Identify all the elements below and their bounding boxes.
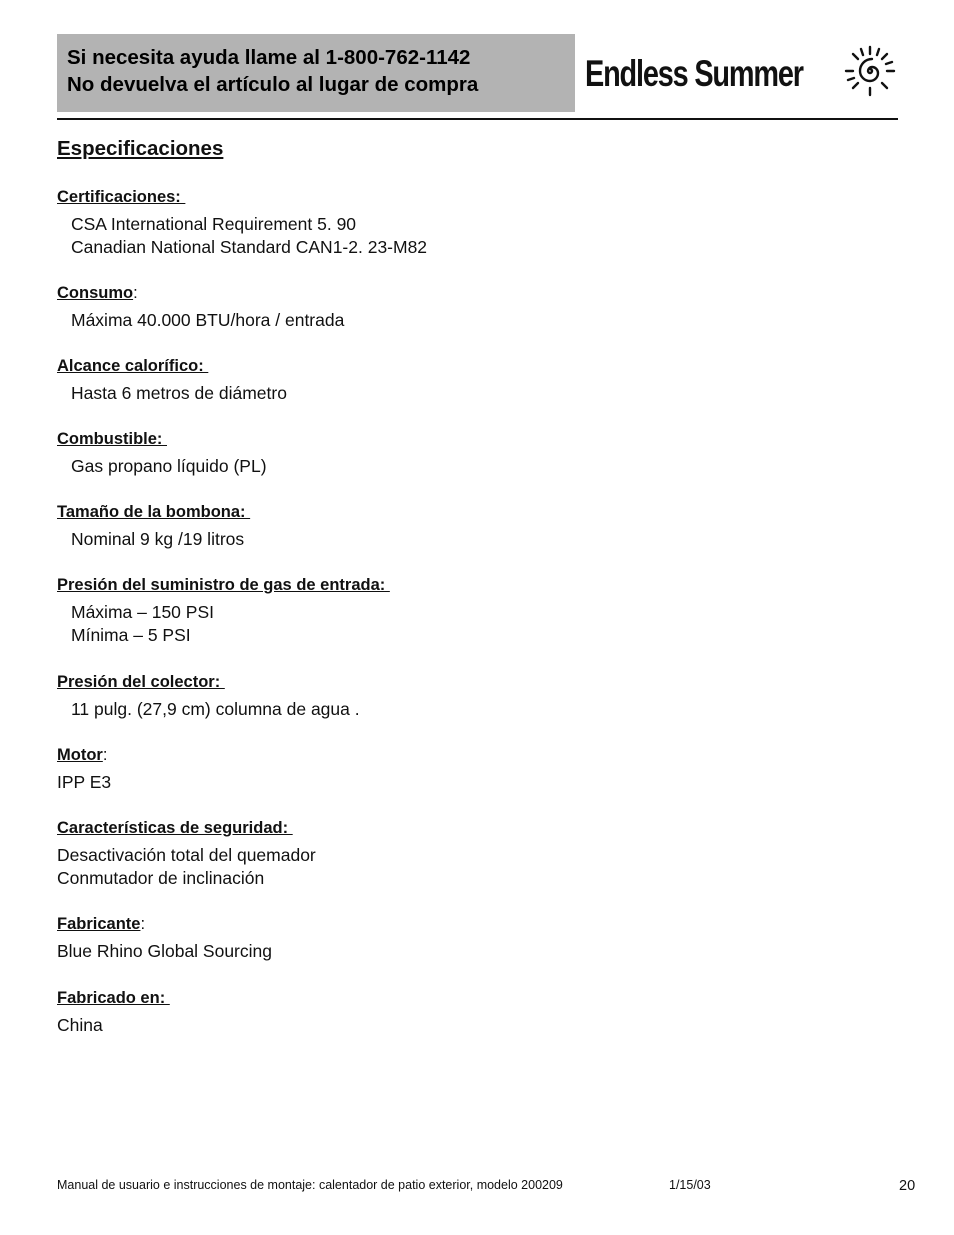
- spec-label: Alcance calorífico:: [57, 357, 209, 375]
- spec-bombona: [57, 502, 250, 551]
- spec-label-suffix: :: [140, 915, 146, 933]
- spec-value: Hasta 6 metros de diámetro: [71, 383, 287, 403]
- spec-value: Nominal 9 kg /19 litros: [71, 529, 245, 549]
- help-banner: [57, 34, 575, 112]
- spec-consumo: [57, 283, 344, 332]
- spec-value: CSA International Requirement 5. 90: [71, 214, 357, 234]
- spec-label: Presión del colector:: [57, 673, 225, 691]
- spec-presion-colector: [57, 672, 360, 721]
- spec-value: China: [57, 1015, 103, 1035]
- spec-label-suffix: :: [133, 284, 138, 302]
- page-number: 20: [899, 1178, 916, 1194]
- spec-label: Fabricante: [57, 915, 141, 933]
- brand-name: Endless Summer: [585, 53, 803, 94]
- spec-value: Mínima – 5 PSI: [71, 625, 191, 645]
- help-phone-line: Si necesita ayuda llame al 1-800-762-1142: [67, 46, 471, 69]
- spec-label: Certificaciones:: [57, 188, 186, 206]
- spec-fabricado-en: [57, 988, 170, 1037]
- spec-seguridad: [57, 818, 316, 890]
- spec-motor: [57, 745, 111, 794]
- page-title: Especificaciones: [57, 137, 224, 160]
- spec-value: Blue Rhino Global Sourcing: [57, 941, 272, 961]
- spec-label: Presión del suministro de gas de entrada:: [57, 576, 390, 594]
- spec-label: Tamaño de la bombona:: [57, 503, 251, 521]
- brand-logo: [585, 44, 864, 104]
- spec-value: 11 pulg. (27,9 cm) columna de agua .: [71, 699, 360, 719]
- spec-label-suffix: :: [102, 746, 108, 764]
- spec-fabricante: [57, 914, 272, 963]
- header-divider: [57, 118, 898, 120]
- spec-value: Canadian National Standard CAN1-2. 23-M82: [71, 237, 428, 257]
- spec-label: Consumo: [57, 284, 134, 302]
- footer-date: 1/15/03: [669, 1178, 711, 1192]
- spec-combustible: [57, 429, 267, 478]
- spec-value: Máxima – 150 PSI: [71, 602, 214, 622]
- spec-label: Motor: [57, 746, 103, 764]
- spec-value: Conmutador de inclinación: [57, 868, 265, 888]
- spec-label: Características de seguridad:: [57, 819, 293, 837]
- return-notice-line: No devuelva el artículo al lugar de compra: [67, 73, 479, 96]
- spec-alcance: [57, 356, 287, 405]
- spec-value: Desactivación total del quemador: [57, 845, 316, 865]
- spec-certificaciones: [57, 187, 427, 259]
- spec-label: Combustible:: [57, 430, 167, 448]
- spec-presion-suministro: [57, 575, 390, 647]
- spec-value: Máxima 40.000 BTU/hora / entrada: [71, 310, 345, 330]
- spec-value: IPP E3: [57, 772, 112, 792]
- footer-manual-title: Manual de usuario e instrucciones de montaje: calentador de patio exterior, modelo 200209: [57, 1178, 563, 1192]
- sun-swirl-icon: [843, 44, 897, 98]
- spec-label: Fabricado en:: [57, 989, 170, 1007]
- spec-value: Gas propano líquido (PL): [71, 456, 267, 476]
